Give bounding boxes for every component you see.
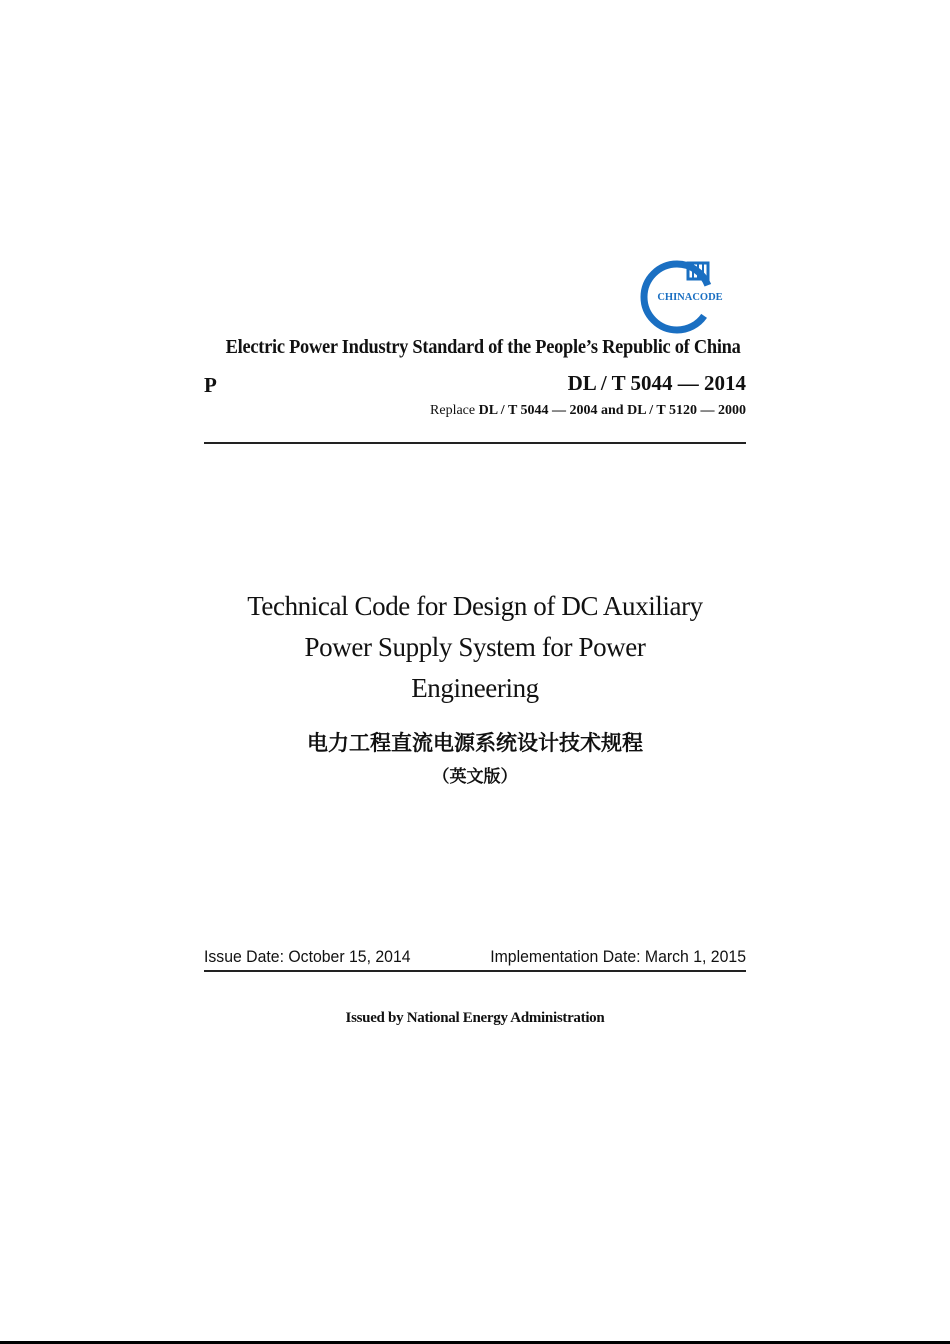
document-title xyxy=(204,586,746,709)
chinacode-logo xyxy=(636,254,728,336)
chinese-title: 电力工程直流电源系统设计技术规程 xyxy=(307,731,643,755)
document-title-line: Technical Code for Design of DC Auxiliary xyxy=(247,591,703,621)
standard-number: DL / T 5044 — 2014 xyxy=(567,371,746,395)
replace-prefix: Replace xyxy=(430,403,476,418)
replaced-standards: DL / T 5044 — 2004 and DL / T 5120 — 2000 xyxy=(478,403,746,418)
issue-date: Issue Date: October 15, 2014 xyxy=(204,947,411,966)
dates-divider xyxy=(204,970,746,972)
standard-series-title: Electric Power Industry Standard of the People’s Republic of China xyxy=(225,336,741,358)
document-title-line: Power Supply System for Power xyxy=(304,632,646,662)
replaces-line xyxy=(430,403,746,419)
chinese-subtitle: （英文版） xyxy=(432,767,518,787)
issuing-authority: Issued by National Energy Administration xyxy=(345,1010,605,1026)
logo-text: CHINACODE xyxy=(657,292,723,303)
implementation-date: Implementation Date: March 1, 2015 xyxy=(490,947,746,966)
classification-code: P xyxy=(204,373,217,397)
chinacode-logo-icon xyxy=(636,254,728,336)
document-title-line: Engineering xyxy=(411,673,539,703)
header-divider xyxy=(204,442,746,444)
